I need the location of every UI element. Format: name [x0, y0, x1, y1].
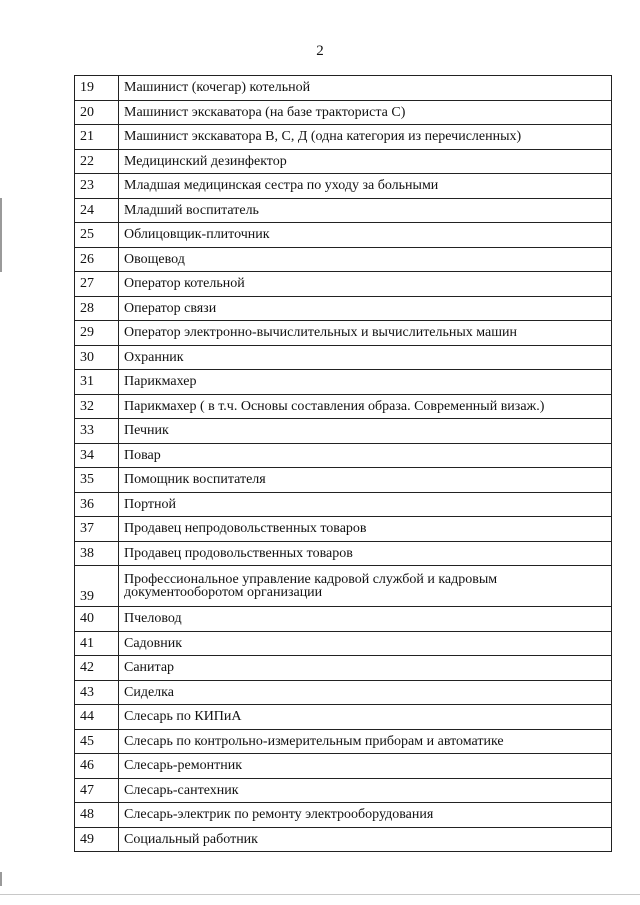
table-row	[75, 419, 612, 444]
profession-name: Облицовщик-плиточник	[119, 223, 612, 248]
table-row	[75, 272, 612, 297]
profession-name: Парикмахер ( в т.ч. Основы составления образа. Современный визаж.)	[119, 394, 612, 419]
table-row	[75, 149, 612, 174]
row-number: 23	[75, 174, 119, 199]
row-number: 37	[75, 517, 119, 542]
table-row	[75, 705, 612, 730]
row-number: 45	[75, 729, 119, 754]
profession-name: Социальный работник	[119, 827, 612, 852]
page-number: 2	[316, 43, 324, 59]
profession-name: Оператор связи	[119, 296, 612, 321]
row-number: 26	[75, 247, 119, 272]
table-row	[75, 631, 612, 656]
table-row	[75, 76, 612, 101]
profession-name: Машинист экскаватора (на базе тракториста С)	[119, 100, 612, 125]
profession-name: Парикмахер	[119, 370, 612, 395]
row-number: 36	[75, 492, 119, 517]
table-row	[75, 492, 612, 517]
profession-name: Пчеловод	[119, 607, 612, 632]
row-number: 21	[75, 125, 119, 150]
profession-name: Медицинский дезинфектор	[119, 149, 612, 174]
row-number: 39	[75, 566, 119, 607]
scan-bottom-rule	[0, 894, 640, 895]
table-row	[75, 729, 612, 754]
profession-name: Слесарь-электрик по ремонту электрооборудования	[119, 803, 612, 828]
row-number: 43	[75, 680, 119, 705]
table-row	[75, 468, 612, 493]
profession-name: Оператор электронно-вычислительных и вычислительных машин	[119, 321, 612, 346]
profession-name: Садовник	[119, 631, 612, 656]
row-number: 41	[75, 631, 119, 656]
row-number: 38	[75, 541, 119, 566]
table-row	[75, 296, 612, 321]
row-number: 28	[75, 296, 119, 321]
table-row	[75, 223, 612, 248]
table-row	[75, 566, 612, 607]
profession-name: Младший воспитатель	[119, 198, 612, 223]
table-row	[75, 607, 612, 632]
row-number: 42	[75, 656, 119, 681]
table-row	[75, 125, 612, 150]
scan-edge-mark	[0, 872, 2, 886]
row-number: 22	[75, 149, 119, 174]
row-number: 46	[75, 754, 119, 779]
row-number: 31	[75, 370, 119, 395]
professions-table	[74, 75, 612, 852]
profession-name: Печник	[119, 419, 612, 444]
table-row	[75, 247, 612, 272]
table-row	[75, 680, 612, 705]
profession-name: Помощник воспитателя	[119, 468, 612, 493]
profession-name: Охранник	[119, 345, 612, 370]
table-row	[75, 656, 612, 681]
table-row	[75, 321, 612, 346]
table-row	[75, 827, 612, 852]
table-row	[75, 778, 612, 803]
table-row	[75, 754, 612, 779]
row-number: 35	[75, 468, 119, 493]
row-number: 30	[75, 345, 119, 370]
table-row	[75, 394, 612, 419]
table-row	[75, 517, 612, 542]
row-number: 24	[75, 198, 119, 223]
profession-name: Машинист (кочегар) котельной	[119, 76, 612, 101]
row-number: 47	[75, 778, 119, 803]
row-number: 32	[75, 394, 119, 419]
table-row	[75, 541, 612, 566]
profession-name: Младшая медицинская сестра по уходу за больными	[119, 174, 612, 199]
row-number: 40	[75, 607, 119, 632]
profession-name: Машинист экскаватора В, С, Д (одна категория из перечисленных)	[119, 125, 612, 150]
profession-name: Слесарь-ремонтник	[119, 754, 612, 779]
row-number: 25	[75, 223, 119, 248]
profession-name: Овощевод	[119, 247, 612, 272]
scan-edge-mark	[0, 198, 2, 272]
profession-name: Профессиональное управление кадровой службой и кадровым документооборотом организации	[119, 566, 612, 607]
profession-name: Продавец непродовольственных товаров	[119, 517, 612, 542]
table-row	[75, 443, 612, 468]
row-number: 33	[75, 419, 119, 444]
profession-name: Слесарь по КИПиА	[119, 705, 612, 730]
profession-name: Повар	[119, 443, 612, 468]
row-number: 49	[75, 827, 119, 852]
row-number: 48	[75, 803, 119, 828]
profession-name: Сиделка	[119, 680, 612, 705]
profession-name: Слесарь-сантехник	[119, 778, 612, 803]
profession-name: Санитар	[119, 656, 612, 681]
row-number: 20	[75, 100, 119, 125]
row-number: 34	[75, 443, 119, 468]
table-row	[75, 100, 612, 125]
row-number: 27	[75, 272, 119, 297]
table-row	[75, 345, 612, 370]
profession-name: Портной	[119, 492, 612, 517]
row-number: 29	[75, 321, 119, 346]
table-row	[75, 174, 612, 199]
row-number: 44	[75, 705, 119, 730]
table-row	[75, 803, 612, 828]
profession-name: Оператор котельной	[119, 272, 612, 297]
profession-name: Слесарь по контрольно-измерительным приборам и автоматике	[119, 729, 612, 754]
row-number: 19	[75, 76, 119, 101]
profession-name: Продавец продовольственных товаров	[119, 541, 612, 566]
table-row	[75, 370, 612, 395]
table-row	[75, 198, 612, 223]
